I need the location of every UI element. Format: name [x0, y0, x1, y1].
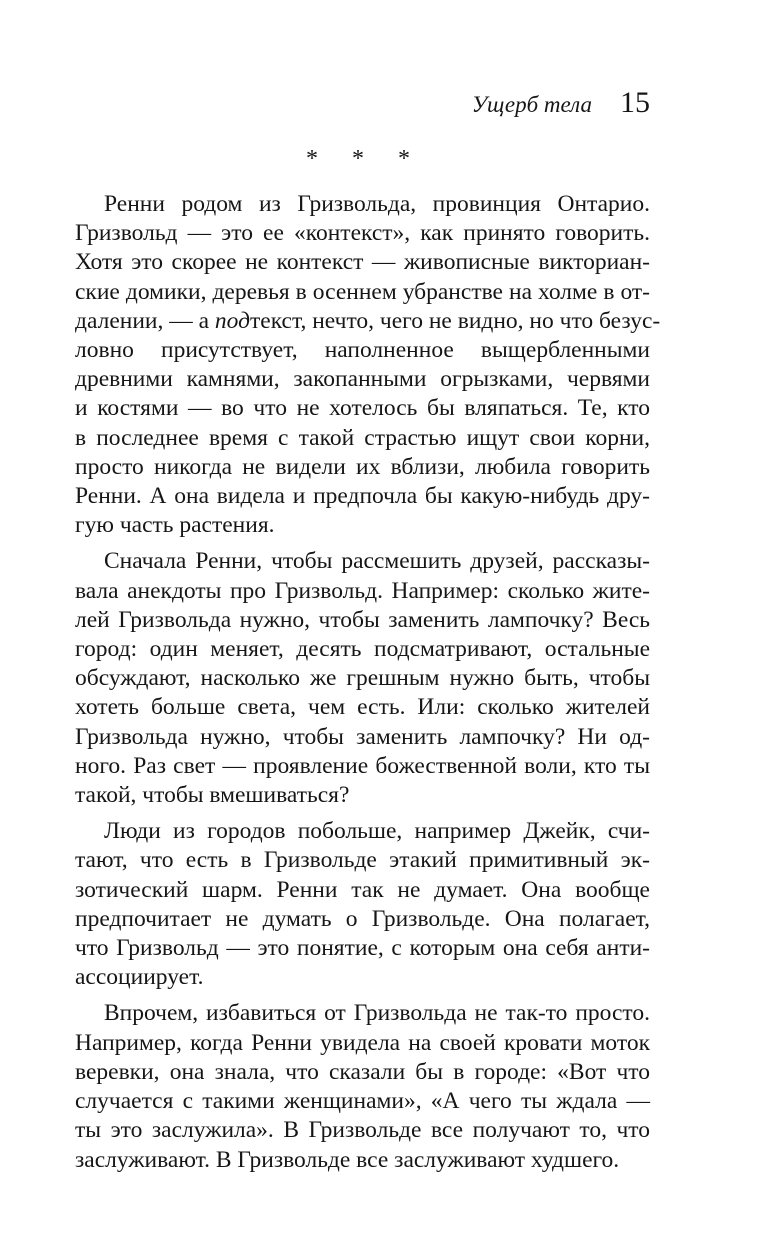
text-line: [75, 752, 650, 781]
text-run: обсуждают, насколько же грешным нужно быть, чтобы: [75, 665, 650, 692]
text-line: [75, 424, 650, 453]
text-run: Впрочем, избавиться от Гризвольда не так-то просто.: [104, 1000, 650, 1027]
text-line: [75, 1146, 650, 1175]
text-run: ассоциирует.: [75, 964, 204, 991]
italic-text: под: [214, 307, 250, 334]
text-line: [75, 781, 650, 810]
text-run: лей Гризвольда нужно, чтобы заменить лампочку? Весь: [75, 606, 650, 633]
text-line: [75, 934, 650, 963]
text-line: [75, 635, 650, 664]
text-run: предпочитает не думать о Гризвольде. Она полагает,: [75, 905, 650, 932]
text-run: текст, нечто, чего не видно, но что безус-: [250, 307, 661, 334]
paragraph-gap: [75, 540, 650, 547]
text-run: далении, — а: [75, 307, 215, 334]
text-run: такой, чтобы вмешиваться?: [75, 782, 350, 809]
text-line: [75, 905, 650, 934]
paragraph: [75, 190, 661, 540]
text-line: [75, 336, 650, 365]
text-line: [75, 846, 650, 875]
text-line: [75, 1087, 650, 1116]
text-line: [75, 307, 661, 336]
text-run: тают, что есть в Гризвольде этакий примитивный эк-: [75, 847, 650, 874]
text-line: [75, 1058, 650, 1087]
paragraph-gap: [75, 992, 650, 999]
text-run: просто никогда не видели их вблизи, любила говорить: [75, 453, 650, 480]
text-run: ты это заслужила». В Гризвольде все получают то, что: [75, 1117, 650, 1144]
text-line: [75, 1029, 650, 1058]
running-title: Ущерб тела: [471, 92, 592, 117]
paragraph: [75, 547, 650, 810]
text-line: [75, 664, 650, 693]
text-run: вала анекдоты про Гризвольд. Например: сколько жите-: [75, 577, 650, 604]
text-run: в последнее время с такой страстью ищут свои корни,: [75, 424, 650, 451]
text-line: [75, 606, 650, 635]
text-line: [75, 547, 650, 576]
text-run: Гризвольда нужно, чтобы заменить лампочку? Ни од-: [75, 723, 650, 750]
text-run: Сначала Ренни, чтобы рассмешить друзей, рассказы-: [104, 548, 650, 575]
text-line: [75, 482, 650, 511]
section-break: * * *: [306, 146, 424, 172]
text-run: Ренни. А она видела и предпочла бы какую-нибудь дру-: [75, 483, 650, 510]
text-line: [75, 693, 650, 722]
paragraph-gap: [75, 810, 650, 817]
text-run: гую часть растения.: [75, 512, 275, 539]
text-run: ские домики, деревья в осеннем убранстве на холме в от-: [75, 278, 650, 305]
text-line: [75, 394, 650, 423]
text-line: [75, 723, 650, 752]
text-run: зотический шарм. Ренни так не думает. Она вообще: [75, 876, 650, 903]
text-line: [75, 963, 650, 992]
text-run: и костями — во что не хотелось бы вляпаться. Те, кто: [75, 395, 650, 422]
text-run: город: один меняет, десять подсматривают, остальные: [75, 636, 650, 663]
text-line: [75, 1116, 650, 1145]
text-run: ловно присутствует, наполненное выщербленными: [75, 337, 650, 364]
text-line: [75, 876, 650, 905]
text-run: Гризвольд — это ее «контекст», как принято говорить.: [75, 220, 650, 247]
text-run: древними камнями, закопанными огрызками, червями: [75, 366, 650, 393]
text-run: хотеть больше света, чем есть. Или: сколько жителей: [75, 694, 650, 721]
text-line: [75, 511, 650, 540]
paragraph: [75, 999, 650, 1174]
text-run: ного. Раз свет — проявление божественной воли, кто ты: [75, 752, 650, 779]
text-run: Ренни родом из Гризвольда, провинция Онтарио.: [104, 191, 650, 217]
text-line: [75, 577, 650, 606]
text-run: заслуживают. В Гризвольде все заслуживают худшего.: [75, 1146, 620, 1173]
text-run: веревки, она знала, что сказали бы в городе: «Вот что: [75, 1058, 650, 1085]
text-line: [75, 248, 650, 277]
text-run: Люди из городов побольше, например Джейк, счи-: [104, 818, 650, 845]
page-number: 15: [620, 86, 650, 119]
text-run: что Гризвольд — это понятие, с которым она себя анти-: [75, 935, 650, 962]
text-line: [75, 817, 650, 846]
text-line: [75, 365, 650, 394]
text-body: [75, 190, 661, 1175]
running-header: [472, 86, 650, 120]
text-line: [75, 190, 650, 219]
paragraph: [75, 817, 650, 992]
text-line: [75, 453, 650, 482]
text-run: случается с такими женщинами», «А чего ты ждала —: [75, 1088, 650, 1115]
text-run: Хотя это скорее не контекст — живописные викториан-: [75, 249, 650, 276]
text-line: [75, 219, 650, 248]
text-line: [75, 278, 650, 307]
text-run: Например, когда Ренни увидела на своей кровати моток: [75, 1029, 650, 1056]
text-line: [75, 999, 650, 1028]
